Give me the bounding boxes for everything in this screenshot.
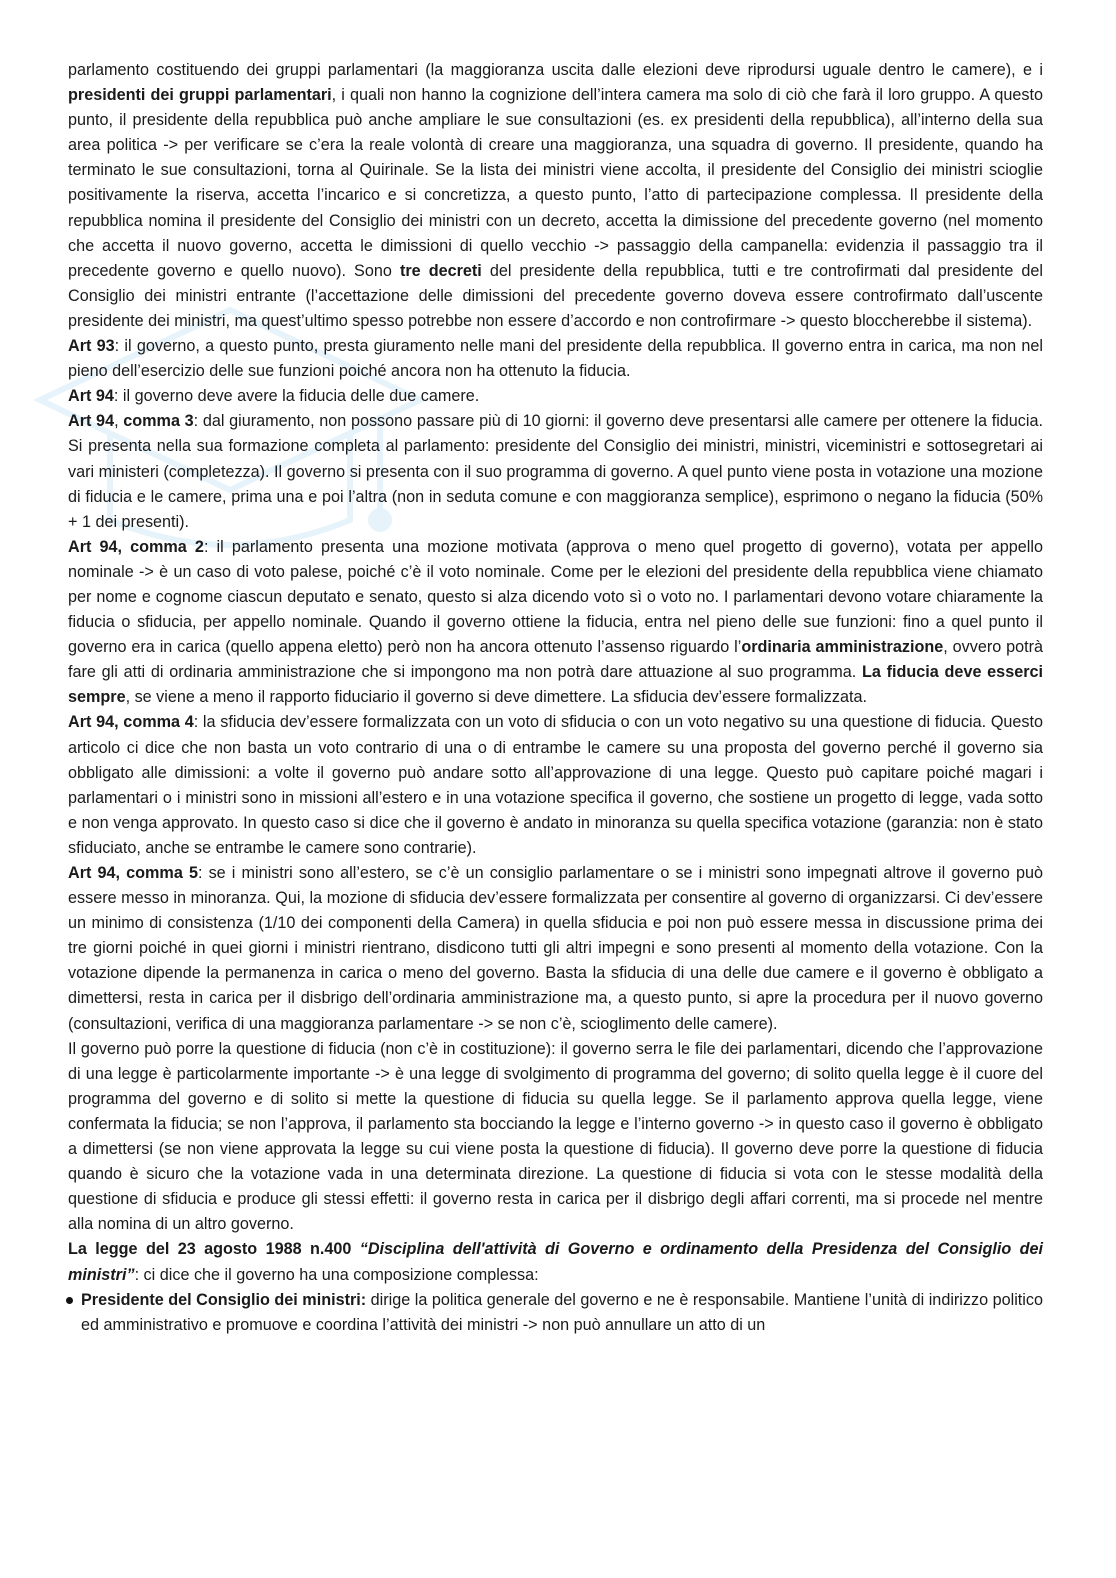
bullet-item xyxy=(81,1288,1043,1338)
text-run: , i quali non hanno la cognizione dell’intera camera ma solo di ciò che farà il loro gruppo. A questo punto, il presidente della repubblica può anche ampliare le sue consultazioni (es. ex presidenti della repubblica), all’interno della sua area politica -> per verificare se c’era la reale volontà di creare una maggioranza, una squadra di governo. Il presidente, quando ha terminato le sue consultazioni, torna al Quirinale. Se la lista dei ministri viene accolta, il presidente del Consiglio dei ministri scioglie positivamente la riserva, accetta l’incarico e si concretizza, a questo punto, l’atto di partecipazione complessa. Il presidente della repubblica nomina il presidente del Consiglio dei ministri con un decreto, accetta la dimissione del precedente governo (nel momento che accetta il nuovo governo, accetta le dimissioni di quello vecchio -> passaggio della campanella: evidenzia il passaggio tra il precedente governo e quello nuovo). Sono xyxy=(68,86,1043,280)
text-run: : se i ministri sono all’estero, se c’è un consiglio parlamentare o se i ministri sono impegnati altrove il governo può essere messo in minoranza. Qui, la mozione di sfiducia dev’essere formalizzata per consentire al governo di organizzarsi. Ci dev’essere un minimo di consistenza (1/10 dei componenti della Camera) in quella sfiducia e poi non può essere messa in discussione prima dei tre giorni poiché in quei giorni i ministri rientrano, disdicono tutti gli altri impegni e sono presenti al momento della votazione. Con la votazione dipende la permanenza in carica o meno del governo. Basta la sfiducia di una delle due camere e il governo è obbligato a dimettersi, resta in carica per il disbrigo dell’ordinaria amministrazione ma, a questo punto, si apre la procedura per il nuovo governo (consultazioni, verifica di una maggioranza parlamentare -> se non c’è, scioglimento delle camere). xyxy=(68,864,1044,1033)
bold-text: tre decreti xyxy=(399,261,482,280)
bold-text: La legge del 23 agosto 1988 n.400 xyxy=(68,1240,360,1259)
text-run: : ci dice che il governo ha una composizione complessa: xyxy=(134,1265,539,1284)
text-run: : il parlamento presenta una mozione motivata (approva o meno quel progetto di governo), votata per appello nominale -> è un caso di voto palese, poiché c’è il voto nominale. Come per le elezioni del presidente della repubblica viene chiamato per nome e cognome ciascun deputato e senato, questo si alza dicendo voto sì o voto no. I parlamentari devono votare chiaramente la fiducia o sfiducia, per appello nominale. Quando il governo ottiene la fiducia, entra nel pieno delle sue funzioni: fino a quel punto il governo era in carica (quello appena eletto) però non ha ancora ottenuto l’assenso riguardo l’ xyxy=(68,537,1043,657)
bold-text: presidenti dei gruppi parlamentari xyxy=(68,86,332,105)
paragraph xyxy=(68,334,1043,384)
text-run: , se viene a meno il rapporto fiduciario il governo si deve dimettere. La sfiducia dev’essere formalizzata. xyxy=(125,688,867,707)
bold-text: Art 94, comma 4 xyxy=(68,713,194,732)
paragraph xyxy=(68,409,1043,534)
bold-text: ordinaria amministrazione xyxy=(741,638,944,657)
paragraph xyxy=(68,1037,1043,1238)
bold-text: Art 94, comma 2 xyxy=(68,537,204,556)
bold-text: Art 94 xyxy=(68,387,114,406)
text-run: : dal giuramento, non possono passare più di 10 giorni: il governo deve presentarsi alle camere per ottenere la fiducia. Si presenta nella sua formazione completa al parlamento: presidente del Consiglio dei ministri, ministri, viceministri e sottosegretari ai vari ministeri (completezza). Il governo si presenta con il suo programma di governo. A quel punto viene posta in votazione una mozione di fiducia e le camere, prima una e poi l’altra (non in seduta comune e con maggioranza semplice), esprimono o negano la fiducia (50% + 1 dei presenti). xyxy=(68,412,1044,531)
text-run: : il governo deve avere la fiducia delle due camere. xyxy=(113,387,480,406)
bold-text: La fiducia deve esserci sempre xyxy=(68,663,1043,707)
text-run: : il governo, a questo punto, presta giuramento nelle mani del presidente della repubblica. Il governo entra in carica, ma non nel pieno dell’esercizio delle sue funzioni poiché ancora non ha ottenuto la fiducia. xyxy=(68,337,1043,381)
paragraph xyxy=(68,535,1043,711)
text-run: dirige la politica generale del governo e ne è responsabile. Mantiene l’unità di indirizzo politico ed amministrativo e promuove e coordina l’attività dei ministri -> non può annullare un atto di un xyxy=(81,1290,1043,1334)
bullet-list xyxy=(81,1288,1043,1338)
document-body xyxy=(68,58,1043,1338)
bold-text: Art 94 xyxy=(68,412,115,431)
bold-text: Presidente del Consiglio dei ministri: xyxy=(81,1290,367,1309)
text-run: , ovvero potrà fare gli atti di ordinaria amministrazione che si impongono ma non potrà dare attuazione al suo programma. xyxy=(68,638,1044,682)
bold-text: Art 94, comma 5 xyxy=(68,864,198,882)
text-run: : la sfiducia dev’essere formalizzata con un voto di sfiducia o con un voto negativo su una questione di fiducia. Questo articolo ci dice che non basta un voto contrario di una o di entrambe le camere su una proposta del governo perché il governo sia obbligato alle dimissioni: a volte il governo può andare sotto all’approvazione di una legge. Questo può capitare poiché magari i parlamentari o i ministri sono in missioni all’estero e in una votazione specifica il governo, che sostiene un progetto di legge, vada sotto e non venga approvato. In questo caso si dice che il governo è andato in minoranza su quella specifica votazione (garanzia: non è stato sfiduciato, anche se entrambe le camere sono contrarie). xyxy=(68,713,1044,857)
bold-text: Art 93 xyxy=(68,337,115,356)
text-run: parlamento costituendo dei gruppi parlamentari (la maggioranza uscita dalle elezioni deve riprodursi uguale dentro le camere), e i xyxy=(68,61,1043,79)
paragraph xyxy=(68,384,1043,409)
bold-text: comma 3 xyxy=(123,412,194,431)
paragraph xyxy=(68,861,1043,1037)
paragraph xyxy=(68,1237,1043,1287)
paragraph xyxy=(68,58,1043,334)
text-run: , xyxy=(114,412,124,431)
paragraph xyxy=(68,710,1043,861)
bold-text: “Disciplina dell'attività di Governo e ordinamento della Presidenza del Consiglio dei ministri” xyxy=(68,1240,1043,1284)
text-run: Il governo può porre la questione di fiducia (non c’è in costituzione): il governo serra le file dei parlamentari, dicendo che l’approvazione di una legge è particolarmente importante -> è una legge di svolgimento di programma del governo; di solito quella legge è il cuore del programma del governo e di solito si mette la questione di fiducia su quella legge. Se il parlamento approva quella legge, viene confermata la fiducia; se non l’approva, il parlamento sta bocciando la legge e l’interno governo -> in questo caso il governo è obbligato a dimettersi (se non viene approvata la legge su cui viene posta la questione di fiducia). Il governo deve porre la questione di fiducia quando è sicuro che la votazione vada in una determinata direzione. La questione di fiducia si vota con le stesse modalità della questione di sfiducia e produce gli stessi effetti: il governo resta in carica per il disbrigo degli affari correnti, ma si procede nel mentre alla nomina di un altro governo. xyxy=(68,1039,1043,1234)
paragraph-list xyxy=(68,58,1043,1288)
text-run: del presidente della repubblica, tutti e tre controfirmati dal presidente del Consiglio dei ministri entrante (l’accettazione delle dimissioni del precedente governo doveva essere controfirmato dall’uscente presidente dei ministri, ma quest’ultimo spesso potrebbe non essere d’accordo e non controfirmare -> questo bloccherebbe il sistema). xyxy=(68,261,1043,330)
